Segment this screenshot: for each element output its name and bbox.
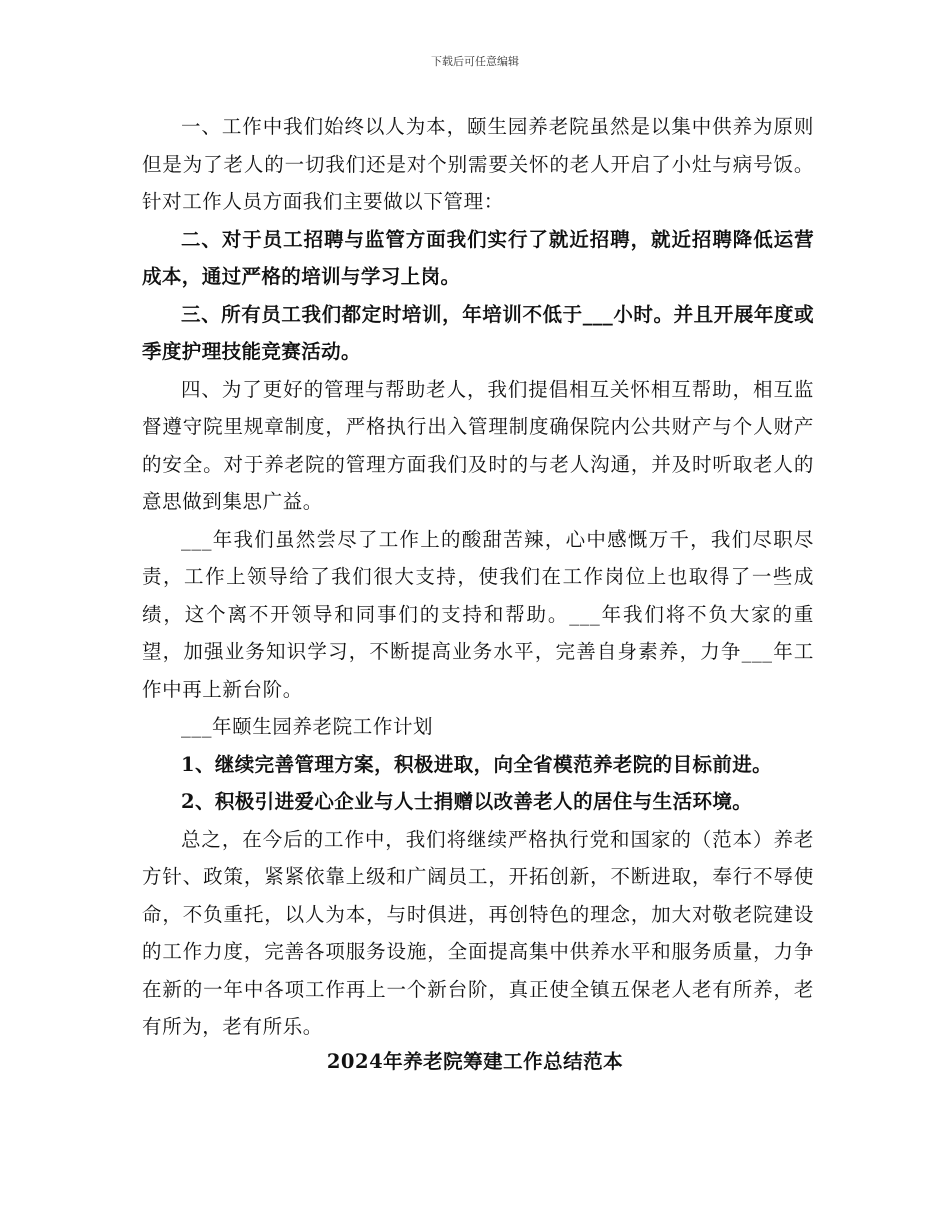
conclusion-paragraph: 总之，在今后的工作中，我们将继续严格执行党和国家的（范本）养老方针、政策，紧紧依靠上级和广阔员工，开拓创新，不断进取，奉行不辱使命，不负重托，以人为本，与时俱进，再创特色的理念，加大对敬老院建设的工作力度，完善各项服务设施，全面提高集中供养水平和服务质量，力争在新的一年中各项工作再上一个新台阶，真正使全镇五保老人老有所养，老有所为，老有所乐。 — [142, 827, 814, 1038]
page-header-note: 下载后可任意编辑 — [431, 55, 519, 68]
paragraph-5: ___年我们虽然尝尽了工作上的酸甜苦辣，心中感慨万千，我们尽职尽责，工作上领导给了我们很大支持，使我们在工作岗位上也取得了一些成绩，这个离不开领导和同事们的支持和帮助。___年我们将不负大家的重望，加强业务知识学习，不断提高业务水平，完善自身素养，力争___年工作中再上新台阶。 — [142, 527, 814, 701]
paragraph-4: 四、为了更好的管理与帮助老人，我们提倡相互关怀相互帮助，相互监督遵守院里规章制度，严格执行出入管理制度确保院内公共财产与个人财产的安全。对于养老院的管理方面我们及时的与老人沟通，并及时听取老人的意思做到集思广益。 — [142, 377, 814, 513]
next-section-title: 2024年养老院筹建工作总结范本 — [326, 1050, 624, 1073]
document-body — [142, 108, 814, 1046]
plan-item-2: 2、积极引进爱心企业与人士捐赠以改善老人的居住与生活环境。 — [181, 790, 753, 813]
paragraph-1: 一、工作中我们始终以人为本，颐生园养老院虽然是以集中供养为原则但是为了老人的一切我们还是对个别需要关怀的老人开启了小灶与病号饭。针对工作人员方面我们主要做以下管理： — [142, 115, 814, 213]
plan-heading: ___年颐生园养老院工作计划 — [181, 715, 434, 738]
paragraph-3: 三、所有员工我们都定时培训，年培训不低于___小时。并且开展年度或季度护理技能竞赛活动。 — [142, 302, 814, 363]
plan-item-1: 1、继续完善管理方案，积极进取，向全省模范养老院的目标前进。 — [181, 752, 773, 776]
paragraph-2: 二、对于员工招聘与监管方面我们实行了就近招聘，就近招聘降低运营成本，通过严格的培训与学习上岗。 — [142, 227, 814, 288]
